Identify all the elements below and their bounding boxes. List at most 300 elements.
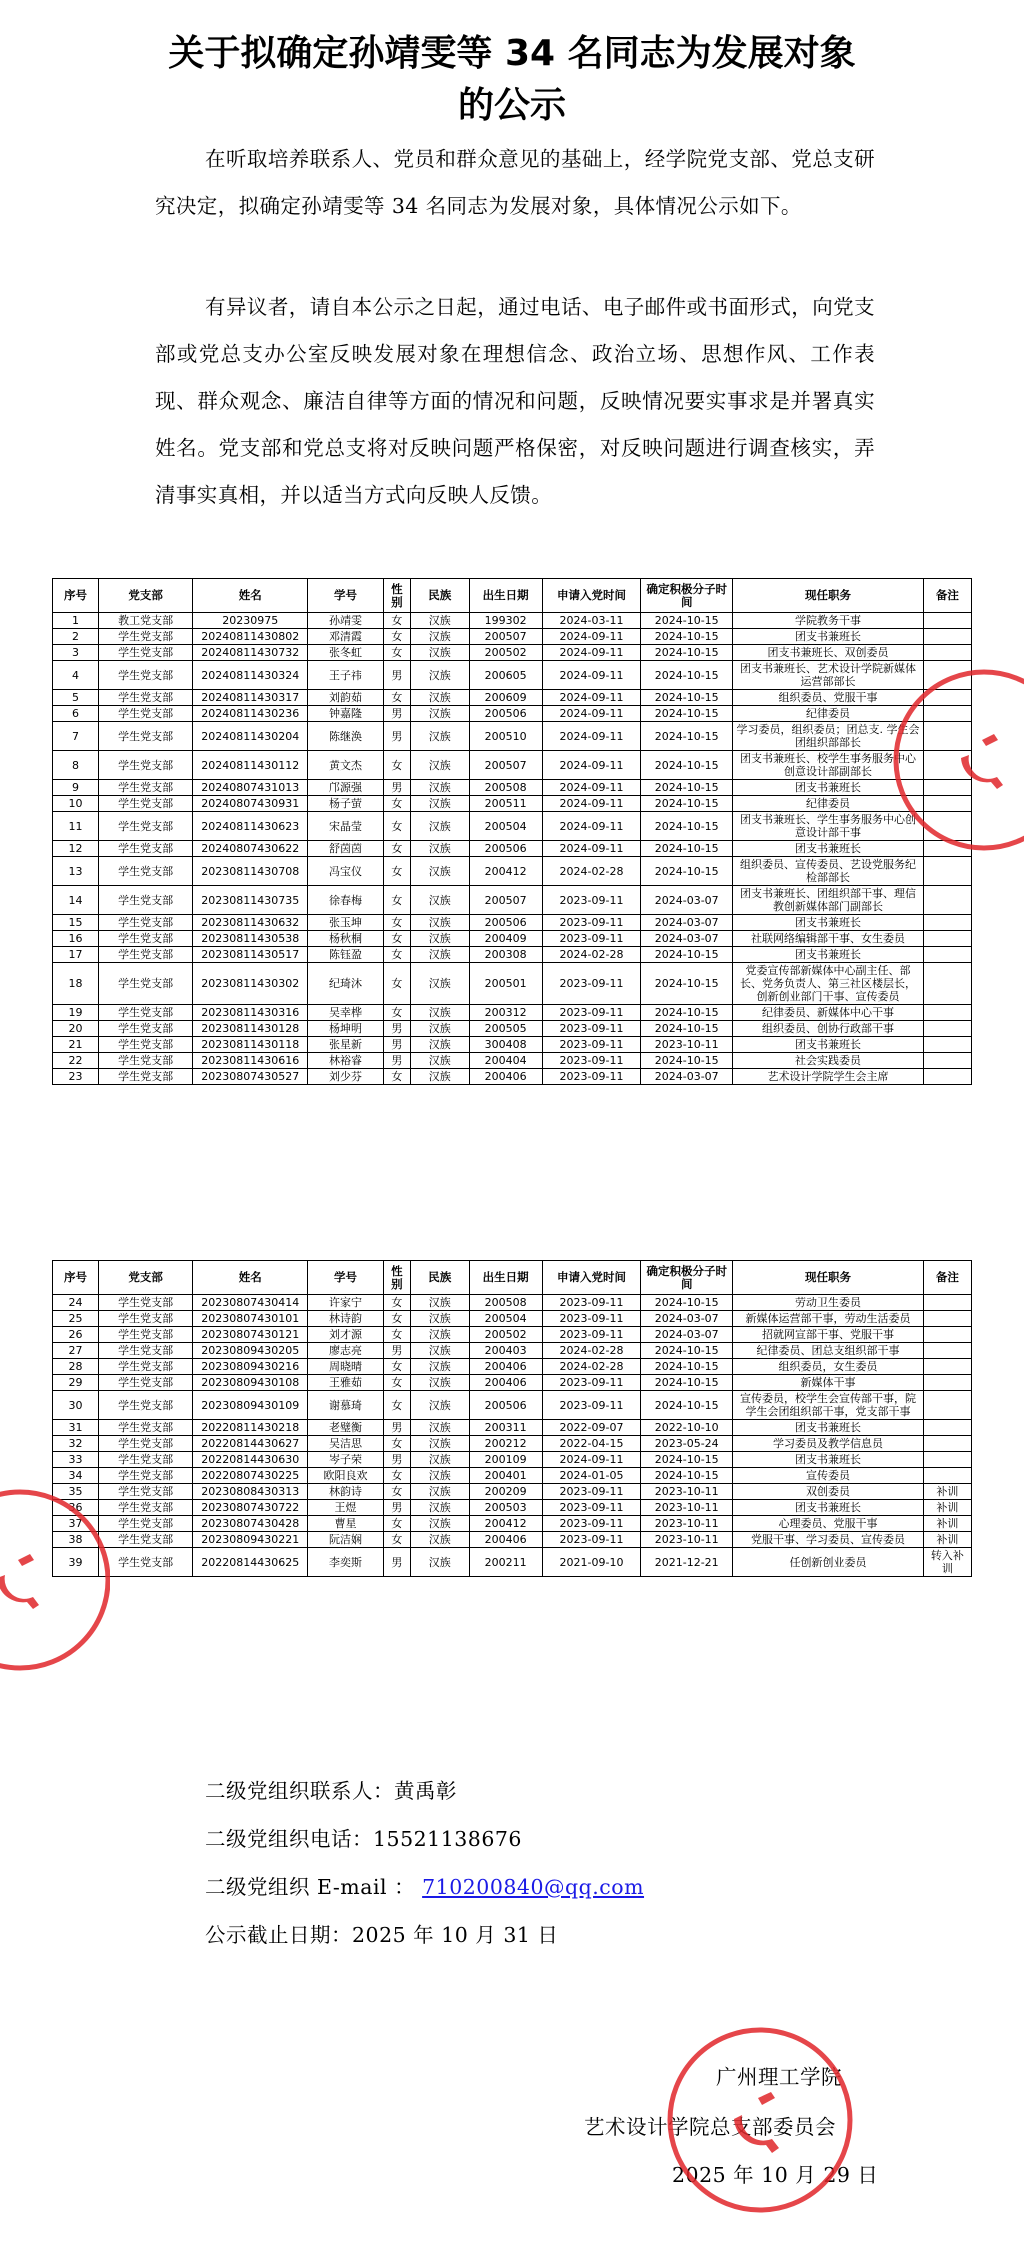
table-cell: 汉族 [410,963,469,1005]
table-cell: 200511 [469,796,542,812]
table-cell: 女 [383,690,410,706]
table-row [53,1037,972,1053]
table-cell: 学生党支部 [99,1005,193,1021]
table-cell: 38 [53,1532,99,1548]
table-cell: 汉族 [410,1391,469,1420]
table-cell: 2023-05-24 [641,1436,733,1452]
table-row [53,963,972,1005]
table-cell: 2024-02-28 [542,947,640,963]
table-cell: 37 [53,1516,99,1532]
table-cell: 2024-09-11 [542,812,640,841]
table-cell: 200212 [469,1436,542,1452]
table-cell: 200406 [469,1532,542,1548]
table-cell: 团支书兼班长 [733,841,923,857]
table-cell: 汉族 [410,1343,469,1359]
table-cell: 学院教务干事 [733,613,923,629]
table-cell: 张冬虹 [308,645,383,661]
table-cell: 20230809430109 [193,1391,308,1420]
table-cell: 200401 [469,1468,542,1484]
table-cell: 20230811430316 [193,1005,308,1021]
table-cell: 学生党支部 [99,915,193,931]
table-cell: 2021-12-21 [641,1548,733,1577]
table-cell: 20240811430236 [193,706,308,722]
table-header-cell: 出生日期 [469,579,542,613]
table-cell: 纪律委员 [733,706,923,722]
table-cell: 20230811430118 [193,1037,308,1053]
table-cell: 女 [383,1311,410,1327]
roster-table-2 [52,1260,972,1577]
table-cell: 200506 [469,841,542,857]
table-row [53,812,972,841]
table-cell: 汉族 [410,812,469,841]
table-cell: 汉族 [410,1532,469,1548]
table-cell: 20230809430108 [193,1375,308,1391]
table-cell: 2024-10-15 [641,690,733,706]
table-row [53,1468,972,1484]
table-cell [923,1420,971,1436]
table-cell: 学生党支部 [99,722,193,751]
table-header-cell: 出生日期 [469,1261,542,1295]
table-cell: 29 [53,1375,99,1391]
table-cell: 2024-09-11 [542,1452,640,1468]
table-cell: 2024-09-11 [542,706,640,722]
table-cell: 补训 [923,1532,971,1548]
table-cell: 汉族 [410,1037,469,1053]
table-cell: 2024-09-11 [542,629,640,645]
table-cell: 2023-10-11 [641,1037,733,1053]
table-row [53,1327,972,1343]
table-cell: 20230811430302 [193,963,308,1005]
table-cell: 2024-03-07 [641,886,733,915]
table-cell: 男 [383,1053,410,1069]
table-cell: 汉族 [410,1359,469,1375]
table-row [53,841,972,857]
table-cell: 宣传委员 [733,1468,923,1484]
table-cell [923,1452,971,1468]
table-header-cell: 姓名 [193,1261,308,1295]
table-row [53,1343,972,1359]
table-cell: 汉族 [410,915,469,931]
table-cell: 20220807430225 [193,1468,308,1484]
table-cell: 2024-10-15 [641,706,733,722]
table-cell: 9 [53,780,99,796]
table-cell: 团支书兼班长 [733,629,923,645]
table-cell: 汉族 [410,645,469,661]
table-cell: 男 [383,722,410,751]
table-header-cell: 学号 [308,1261,383,1295]
signature-org-2: 艺术设计学院总支部委员会 [584,2115,836,2139]
table-cell: 杨秋桐 [308,931,383,947]
contact-phone: 二级党组织电话：15521138676 [205,1827,522,1851]
table-cell: 19 [53,1005,99,1021]
table-cell: 200403 [469,1343,542,1359]
table-cell: 200501 [469,963,542,1005]
table-cell: 汉族 [410,706,469,722]
table-cell: 300408 [469,1037,542,1053]
table-cell: 汉族 [410,1069,469,1085]
table-row [53,1021,972,1037]
table-cell: 20230807430722 [193,1500,308,1516]
table-cell: 200507 [469,751,542,780]
table-cell [923,963,971,1005]
table-cell: 4 [53,661,99,690]
table-cell: 徐春梅 [308,886,383,915]
table-cell: 学生党支部 [99,1037,193,1053]
table-header-cell: 党支部 [99,579,193,613]
table-cell: 2024-10-15 [641,1295,733,1311]
table-header-cell: 性别 [383,1261,410,1295]
table-cell: 2024-10-15 [641,1468,733,1484]
notice-deadline: 公示截止日期：2025 年 10 月 31 日 [205,1923,559,1947]
table-header-cell: 学号 [308,579,383,613]
table-cell: 2024-10-15 [641,963,733,1005]
table-cell [923,1343,971,1359]
table-row [53,857,972,886]
table-cell: 2024-10-15 [641,947,733,963]
table-header-cell: 序号 [53,1261,99,1295]
table-cell: 20240811430802 [193,629,308,645]
table-header-cell: 民族 [410,1261,469,1295]
table-cell: 2023-09-11 [542,1327,640,1343]
table-cell: 2024-10-15 [641,722,733,751]
table-cell: 张玉坤 [308,915,383,931]
table-cell: 纪琦沐 [308,963,383,1005]
signature-date: 2025 年 10 月 29 日 [672,2163,879,2187]
table-cell: 林诗韵 [308,1311,383,1327]
notice-paragraph-1: 在听取培养联系人、党员和群众意见的基础上，经学院党支部、党总支研究决定，拟确定孙靖雯等 34 名同志为发展对象，具体情况公示如下。 [155,147,875,218]
table-cell: 2023-09-11 [542,931,640,947]
table-cell: 20230807430101 [193,1311,308,1327]
table-row [53,1359,972,1375]
table-cell: 学生党支部 [99,947,193,963]
table-cell: 2024-10-15 [641,812,733,841]
table-header-row [53,579,972,613]
table-cell: 200605 [469,661,542,690]
contact-email-link[interactable]: 710200840@qq.com [422,1875,645,1899]
table-cell: 2023-10-11 [641,1500,733,1516]
table-cell: 舒茵茵 [308,841,383,857]
table-cell: 18 [53,963,99,1005]
table-cell: 学生党支部 [99,751,193,780]
table-cell: 党委宣传部新媒体中心副主任、部长、党务负责人、第三社区楼层长，创新创业部门干事、宣传委员 [733,963,923,1005]
table-cell: 周晓晴 [308,1359,383,1375]
table-cell: 张星新 [308,1037,383,1053]
table-cell: 2023-09-11 [542,1311,640,1327]
table-cell: 男 [383,1452,410,1468]
table-row [53,645,972,661]
table-header-cell: 序号 [53,579,99,613]
table-cell: 2024-09-11 [542,841,640,857]
table-cell: 200503 [469,1500,542,1516]
table-cell: 20240811430317 [193,690,308,706]
table-cell: 学生党支部 [99,661,193,690]
table-cell: 2023-09-11 [542,1500,640,1516]
table-cell: 2024-10-15 [641,613,733,629]
table-cell: 23 [53,1069,99,1085]
table-cell: 岑子荣 [308,1452,383,1468]
table-cell [923,613,971,629]
table-cell: 学生党支部 [99,931,193,947]
table-cell: 汉族 [410,1021,469,1037]
table-cell: 劳动卫生委员 [733,1295,923,1311]
table-cell: 20240811430112 [193,751,308,780]
table-cell: 31 [53,1420,99,1436]
table-cell: 11 [53,812,99,841]
table-cell: 2024-09-11 [542,780,640,796]
table-cell: 团支书兼班长、艺术设计学院新媒体运营部部长 [733,661,923,690]
table-cell: 200211 [469,1548,542,1577]
table-cell: 2024-10-15 [641,629,733,645]
notice-title-line1: 关于拟确定孙靖雯等 34 名同志为发展对象 [168,33,856,74]
table-cell: 1 [53,613,99,629]
table-cell: 学生党支部 [99,812,193,841]
table-cell: 2024-03-07 [641,915,733,931]
table-cell: 纪律委员、新媒体中心干事 [733,1005,923,1021]
table-row [53,722,972,751]
table-cell: 廖志亮 [308,1343,383,1359]
table-cell: 女 [383,1436,410,1452]
table-cell: 2024-09-11 [542,690,640,706]
table-row [53,1436,972,1452]
table-header-cell: 党支部 [99,1261,193,1295]
table-cell: 学生党支部 [99,1468,193,1484]
table-cell [923,1375,971,1391]
table-header-cell: 备注 [923,1261,971,1295]
table-cell: 男 [383,1500,410,1516]
contact-email-row [205,1872,644,1902]
table-header-cell: 现任职务 [733,1261,923,1295]
table-cell: 男 [383,706,410,722]
table-cell: 社联网络编辑部干事、女生委员 [733,931,923,947]
table-cell: 20230811430708 [193,857,308,886]
table-cell: 女 [383,629,410,645]
table-cell: 纪律委员 [733,796,923,812]
table-cell: 200409 [469,931,542,947]
table-cell: 20240807431013 [193,780,308,796]
table-cell: 女 [383,915,410,931]
table-cell: 2023-10-11 [641,1532,733,1548]
table-cell: 吴洁思 [308,1436,383,1452]
table-cell: 20230811430735 [193,886,308,915]
table-header-cell: 民族 [410,579,469,613]
table-cell: 20230808430313 [193,1484,308,1500]
table-cell: 2023-09-11 [542,1021,640,1037]
table-cell: 汉族 [410,1327,469,1343]
table-cell: 女 [383,613,410,629]
table-cell: 200510 [469,722,542,751]
table-cell [923,1021,971,1037]
table-cell [923,947,971,963]
table-cell: 汉族 [410,886,469,915]
party-seal-stamp-bottom [660,2020,860,2220]
table-cell: 20220811430218 [193,1420,308,1436]
table-cell: 20240807430622 [193,841,308,857]
table-cell: 2024-02-28 [542,857,640,886]
table-cell: 团支书兼班长 [733,915,923,931]
table-row [53,1532,972,1548]
table-cell: 宣传委员，校学生会宣传部干事，院学生会团组织部干事，党支部干事 [733,1391,923,1420]
table-row [53,1311,972,1327]
table-cell: 学生党支部 [99,1327,193,1343]
table-cell: 2023-09-11 [542,963,640,1005]
table-cell: 2023-09-11 [542,886,640,915]
table-cell: 女 [383,751,410,780]
table-cell: 2022-04-15 [542,1436,640,1452]
table-cell: 王雅茹 [308,1375,383,1391]
table-cell: 2024-09-11 [542,722,640,751]
table-cell: 20240811430623 [193,812,308,841]
table-cell: 22 [53,1053,99,1069]
table-cell: 2024-10-15 [641,1343,733,1359]
table-cell: 2023-09-11 [542,1375,640,1391]
table-cell: 老璧衡 [308,1420,383,1436]
table-cell [923,1295,971,1311]
table-cell [923,931,971,947]
roster-table-1 [52,578,972,1085]
table-cell: 2023-09-11 [542,1295,640,1311]
table-cell: 2024-10-15 [641,1053,733,1069]
table-cell: 200506 [469,915,542,931]
table-cell: 2024-03-07 [641,1327,733,1343]
table-cell: 刘韵茹 [308,690,383,706]
table-cell: 学生党支部 [99,1053,193,1069]
table-cell: 女 [383,812,410,841]
table-cell: 女 [383,1484,410,1500]
table-cell: 学习委员及教学信息员 [733,1436,923,1452]
table-cell: 许家宁 [308,1295,383,1311]
table-cell: 200412 [469,857,542,886]
table-cell: 学生党支部 [99,1452,193,1468]
table-cell: 学生党支部 [99,796,193,812]
table-cell: 20230975 [193,613,308,629]
table-cell: 汉族 [410,1516,469,1532]
table-cell: 学生党支部 [99,886,193,915]
table-cell: 学生党支部 [99,963,193,1005]
table-row [53,1295,972,1311]
table-row [53,947,972,963]
table-cell [923,1037,971,1053]
table-cell: 2023-09-11 [542,1391,640,1420]
table-cell: 汉族 [410,1420,469,1436]
table-cell: 2023-09-11 [542,1037,640,1053]
table-cell [923,1468,971,1484]
table-cell: 2024-10-15 [641,780,733,796]
table-cell: 20230807430527 [193,1069,308,1085]
table-cell: 8 [53,751,99,780]
table-cell: 刘才源 [308,1327,383,1343]
table-row [53,629,972,645]
table-cell: 学生党支部 [99,857,193,886]
table-cell: 汉族 [410,629,469,645]
table-cell: 补训 [923,1484,971,1500]
table-cell: 教工党支部 [99,613,193,629]
table-cell: 2024-03-07 [641,1311,733,1327]
table-cell: 20220814430630 [193,1452,308,1468]
table-cell: 2023-09-11 [542,1516,640,1532]
table-row [53,1005,972,1021]
table-cell: 2024-10-15 [641,1452,733,1468]
table-cell: 女 [383,963,410,1005]
table-cell: 2024-10-15 [641,796,733,812]
table-cell: 新媒体干事 [733,1375,923,1391]
table-cell: 汉族 [410,1484,469,1500]
table-cell: 200406 [469,1375,542,1391]
table-cell: 2024-09-11 [542,661,640,690]
table-header-cell: 确定积极分子时间 [641,579,733,613]
table-cell: 2023-09-11 [542,1532,640,1548]
table-cell: 2024-10-15 [641,661,733,690]
table-header-cell: 备注 [923,579,971,613]
table-cell: 团支书兼班长、团组织部干事、理信教创新媒体部门副部长 [733,886,923,915]
table-cell: 200506 [469,706,542,722]
table-cell: 学生党支部 [99,645,193,661]
table-cell: 33 [53,1452,99,1468]
table-cell: 2 [53,629,99,645]
table-row [53,886,972,915]
table-cell: 汉族 [410,751,469,780]
table-cell: 汉族 [410,857,469,886]
table-cell: 汉族 [410,947,469,963]
table-cell: 女 [383,947,410,963]
table-cell: 社会实践委员 [733,1053,923,1069]
table-cell: 心理委员、党服干事 [733,1516,923,1532]
table-cell: 2022-10-10 [641,1420,733,1436]
table-cell: 2024-10-15 [641,857,733,886]
table-cell: 32 [53,1436,99,1452]
table-cell: 汉族 [410,661,469,690]
table-cell: 2024-09-11 [542,751,640,780]
table-cell: 陈钰盈 [308,947,383,963]
table-row [53,1548,972,1577]
table-cell [923,629,971,645]
table-row [53,706,972,722]
table-cell: 党服干事、学习委员、宣传委员 [733,1532,923,1548]
table-cell: 汉族 [410,1295,469,1311]
table-cell: 团支书兼班长 [733,1037,923,1053]
table-cell: 邓清霞 [308,629,383,645]
table-cell: 20240811430204 [193,722,308,751]
table-cell: 2023-09-11 [542,1053,640,1069]
table-cell: 组织委员、党服干事 [733,690,923,706]
table-cell: 李奕斯 [308,1548,383,1577]
table-cell: 刘少芬 [308,1069,383,1085]
table-cell: 学生党支部 [99,1548,193,1577]
table-cell: 女 [383,857,410,886]
table-cell: 学生党支部 [99,1069,193,1085]
table-cell: 汉族 [410,1375,469,1391]
table-cell: 女 [383,841,410,857]
table-cell: 学生党支部 [99,1295,193,1311]
table-cell: 3 [53,645,99,661]
table-cell: 2024-01-05 [542,1468,640,1484]
table-cell: 20220814430627 [193,1436,308,1452]
party-seal-stamp-left [0,1470,110,1690]
table-cell [923,1005,971,1021]
signature-org-1: 广州理工学院 [716,2065,842,2089]
table-cell: 新媒体运营部干事，劳动生活委员 [733,1311,923,1327]
table-cell: 林韵诗 [308,1484,383,1500]
table-cell: 钟嘉隆 [308,706,383,722]
table-cell: 17 [53,947,99,963]
table-cell: 学生党支部 [99,1500,193,1516]
table-cell: 200508 [469,1295,542,1311]
table-cell: 2024-10-15 [641,751,733,780]
table-cell: 男 [383,661,410,690]
table-cell: 2023-10-11 [641,1484,733,1500]
table-cell: 团支书兼班长、校学生事务服务中心创意设计部副部长 [733,751,923,780]
table-cell: 曹星 [308,1516,383,1532]
table-cell: 26 [53,1327,99,1343]
